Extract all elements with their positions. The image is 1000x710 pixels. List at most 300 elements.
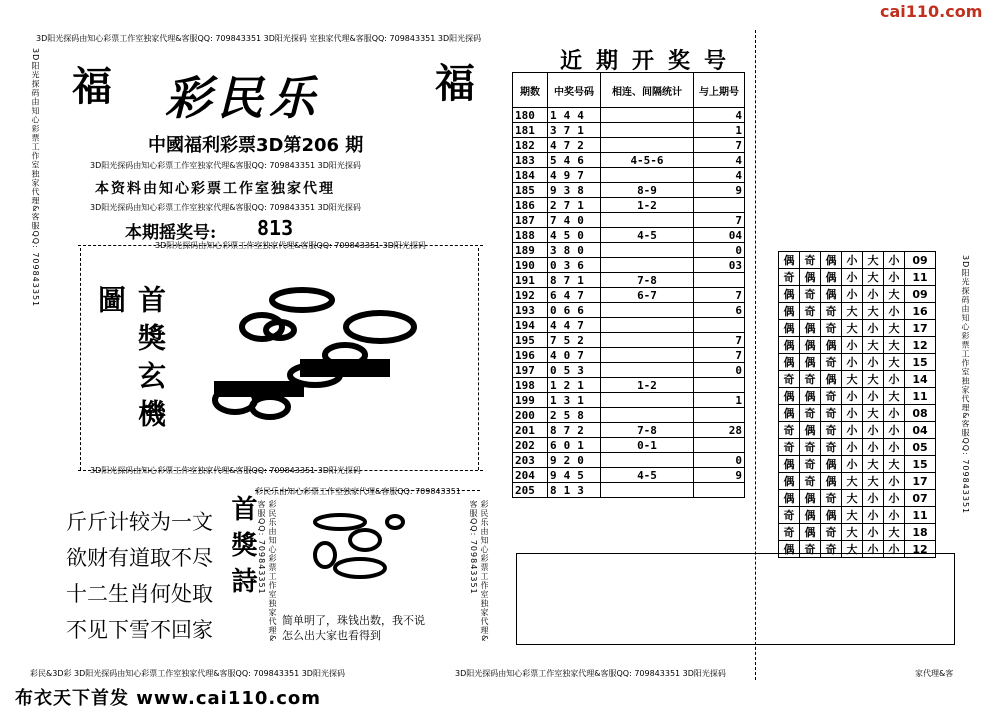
poem-image <box>300 510 420 590</box>
number-cell <box>548 438 601 453</box>
attribute-cell: 偶 <box>821 371 842 388</box>
attribute-cell: 小 <box>842 456 863 473</box>
notes-box <box>516 553 955 645</box>
table-row <box>513 198 745 213</box>
attribute-cell: 奇 <box>779 269 800 286</box>
sum-cell: 16 <box>905 303 936 320</box>
digit: 2 <box>577 423 587 437</box>
diff-cell: 0 <box>694 363 745 378</box>
period-cell: 180 <box>513 108 548 123</box>
attribute-cell: 奇 <box>800 371 821 388</box>
period-cell: 202 <box>513 438 548 453</box>
table-row <box>513 438 745 453</box>
period-cell: 181 <box>513 123 548 138</box>
attribute-cell: 大 <box>884 337 905 354</box>
attribute-cell: 奇 <box>821 490 842 507</box>
attribute-cell: 偶 <box>800 422 821 439</box>
attribute-cell: 小 <box>863 490 884 507</box>
attribute-cell: 大 <box>842 473 863 490</box>
number-cell <box>548 108 601 123</box>
attribute-cell: 奇 <box>800 439 821 456</box>
period-cell: 196 <box>513 348 548 363</box>
attribute-cell: 大 <box>884 524 905 541</box>
attribute-cell: 大 <box>863 337 884 354</box>
digit: 0 <box>577 213 587 227</box>
digit: 4 <box>550 228 560 242</box>
number-cell <box>548 138 601 153</box>
attribute-cell: 小 <box>863 320 884 337</box>
number-cell <box>548 423 601 438</box>
number-cell <box>548 393 601 408</box>
attribute-cell: 偶 <box>779 286 800 303</box>
period-cell: 186 <box>513 198 548 213</box>
stat-cell: 7-8 <box>601 423 694 438</box>
digit: 4 <box>550 138 560 152</box>
digit: 2 <box>550 198 560 212</box>
agent-line: 本资料由知心彩票工作室独家代理 <box>95 181 335 197</box>
header-ad-2: 3D阳光探码由知心彩票工作室独家代理&客服QQ: 709843351 3D阳光探码 <box>90 203 361 212</box>
digit: 0 <box>563 438 574 452</box>
stat-cell <box>601 303 694 318</box>
table-row <box>513 183 745 198</box>
attribute-cell: 小 <box>842 405 863 422</box>
number-cell <box>548 243 601 258</box>
table-row <box>513 363 745 378</box>
attribute-cell: 大 <box>884 286 905 303</box>
digit: 4 <box>550 318 560 332</box>
attribute-cell: 奇 <box>800 456 821 473</box>
digit: 8 <box>550 423 560 437</box>
stat-cell: 1-2 <box>601 378 694 393</box>
attribute-cell: 大 <box>884 456 905 473</box>
attribute-cell: 小 <box>884 473 905 490</box>
note-line: 简单明了，珠钱出数，我不说 <box>282 614 425 627</box>
diff-cell: 1 <box>694 393 745 408</box>
number-cell <box>548 228 601 243</box>
digit: 6 <box>550 438 560 452</box>
digit: 7 <box>563 273 574 287</box>
number-cell <box>548 378 601 393</box>
attribute-cell: 偶 <box>779 388 800 405</box>
digit: 4 <box>563 108 574 122</box>
attribute-cell: 小 <box>884 269 905 286</box>
table-row <box>513 138 745 153</box>
diff-cell: 6 <box>694 303 745 318</box>
poem-note <box>282 613 425 643</box>
attribute-cell: 奇 <box>821 303 842 320</box>
table-row <box>513 423 745 438</box>
attribute-cell: 奇 <box>821 541 842 558</box>
attribute-cell: 小 <box>842 269 863 286</box>
number-cell <box>548 183 601 198</box>
table-row <box>513 153 745 168</box>
attribute-cell: 大 <box>863 303 884 320</box>
attribute-cell: 偶 <box>821 286 842 303</box>
attribute-cell: 小 <box>863 524 884 541</box>
digit: 7 <box>563 138 574 152</box>
sum-cell: 15 <box>905 456 936 473</box>
attribute-cell: 奇 <box>779 507 800 524</box>
attribute-cell: 偶 <box>821 473 842 490</box>
digit: 5 <box>563 408 574 422</box>
digit: 2 <box>550 408 560 422</box>
fu-left: 福 <box>72 63 112 110</box>
digit: 3 <box>577 363 587 377</box>
attribute-row <box>779 337 936 354</box>
diff-cell: 04 <box>694 228 745 243</box>
attribute-cell: 大 <box>842 303 863 320</box>
period-cell: 188 <box>513 228 548 243</box>
period-cell: 191 <box>513 273 548 288</box>
attribute-cell: 偶 <box>821 337 842 354</box>
digit: 7 <box>563 198 574 212</box>
attribute-cell: 奇 <box>800 303 821 320</box>
attribute-cell: 小 <box>884 252 905 269</box>
bottom-ad-3: 家代理&客 <box>915 669 954 678</box>
number-cell <box>548 408 601 423</box>
attribute-cell: 小 <box>884 439 905 456</box>
attribute-cell: 小 <box>842 354 863 371</box>
period-cell: 187 <box>513 213 548 228</box>
attribute-cell: 大 <box>863 405 884 422</box>
sum-cell: 08 <box>905 405 936 422</box>
stat-cell: 4-5 <box>601 468 694 483</box>
draw-number: 813 <box>257 216 294 240</box>
digit: 1 <box>550 378 560 392</box>
attribute-cell: 奇 <box>800 252 821 269</box>
sum-cell: 11 <box>905 269 936 286</box>
table-row <box>513 468 745 483</box>
table-row <box>513 228 745 243</box>
attribute-cell: 奇 <box>821 320 842 337</box>
sum-cell: 17 <box>905 473 936 490</box>
diff-cell: 4 <box>694 153 745 168</box>
table-row <box>513 273 745 288</box>
attribute-cell: 偶 <box>800 507 821 524</box>
brand-title: 彩民乐 <box>165 71 321 125</box>
attribute-cell: 小 <box>884 541 905 558</box>
attribute-row <box>779 354 936 371</box>
footer-text[interactable]: 布衣天下首发 www.cai110.com <box>15 688 322 709</box>
table-row <box>513 333 745 348</box>
stat-cell <box>601 258 694 273</box>
period-cell: 193 <box>513 303 548 318</box>
attribute-cell: 小 <box>842 286 863 303</box>
table-row <box>513 348 745 363</box>
puzzle-left-border <box>80 248 81 470</box>
attribute-cell: 奇 <box>800 405 821 422</box>
diff-cell: 1 <box>694 123 745 138</box>
col-header-stat: 相连、间隔统计 <box>601 73 694 108</box>
digit: 7 <box>577 318 587 332</box>
table-title: 近期开奖号 <box>560 48 741 74</box>
number-cell <box>548 213 601 228</box>
sum-cell: 11 <box>905 507 936 524</box>
attribute-row <box>779 456 936 473</box>
attribute-cell: 小 <box>863 354 884 371</box>
attribute-cell: 奇 <box>779 371 800 388</box>
digit: 8 <box>550 483 560 497</box>
digit: 5 <box>563 333 574 347</box>
period-cell: 190 <box>513 258 548 273</box>
puzzle-title: 首獎玄機圖 <box>94 285 167 437</box>
attribute-cell: 偶 <box>821 456 842 473</box>
attribute-cell: 偶 <box>779 320 800 337</box>
digit: 8 <box>577 408 587 422</box>
digit: 0 <box>550 258 560 272</box>
sum-cell: 05 <box>905 439 936 456</box>
table-row <box>513 318 745 333</box>
attribute-cell: 奇 <box>821 354 842 371</box>
stat-cell <box>601 108 694 123</box>
table-row <box>513 378 745 393</box>
attribute-cell: 大 <box>842 490 863 507</box>
diff-cell <box>694 378 745 393</box>
attribute-cell: 偶 <box>779 490 800 507</box>
digit: 7 <box>577 288 587 302</box>
table-row <box>513 288 745 303</box>
poembox-left-ad: 彩民乐由知心彩票工作室独家代理&客服QQ: 709843351 <box>257 500 277 643</box>
header-ad-1: 3D阳光探码由知心彩票工作室独家代理&客服QQ: 709843351 3D阳光探码 <box>90 161 361 170</box>
diff-cell <box>694 273 745 288</box>
digit: 7 <box>563 123 574 137</box>
digit: 4 <box>550 348 560 362</box>
attribute-cell: 偶 <box>821 507 842 524</box>
attribute-cell: 小 <box>842 439 863 456</box>
attribute-cell: 奇 <box>779 524 800 541</box>
digit: 3 <box>563 258 574 272</box>
attribute-cell: 偶 <box>800 269 821 286</box>
diff-cell: 7 <box>694 348 745 363</box>
diff-cell: 7 <box>694 333 745 348</box>
attribute-cell: 小 <box>884 405 905 422</box>
attribute-row <box>779 286 936 303</box>
attribute-cell: 偶 <box>800 337 821 354</box>
puzzle-image <box>200 275 430 435</box>
digit: 4 <box>550 168 560 182</box>
stat-cell: 1-2 <box>601 198 694 213</box>
digit: 8 <box>563 243 574 257</box>
diff-cell: 28 <box>694 423 745 438</box>
number-cell <box>548 273 601 288</box>
number-cell <box>548 153 601 168</box>
period-cell: 194 <box>513 318 548 333</box>
top-ad-strip: 3D阳光探码由知心彩票工作室独家代理&客服QQ: 709843351 3D阳光探码 室独家代理&客服QQ: 709843351 3D阳光探码 <box>36 34 482 43</box>
attribute-cell: 大 <box>842 507 863 524</box>
diff-cell: 7 <box>694 213 745 228</box>
attribute-cell: 奇 <box>821 388 842 405</box>
diff-cell: 4 <box>694 108 745 123</box>
diff-cell <box>694 438 745 453</box>
right-vertical-ad: 3D阳光探码由知心彩票工作室独家代理&客服QQ: 709843351 <box>961 255 970 515</box>
diff-cell <box>694 198 745 213</box>
table-row <box>513 168 745 183</box>
col-header-period: 期数 <box>513 73 548 108</box>
digit: 0 <box>550 303 560 317</box>
period-cell: 182 <box>513 138 548 153</box>
attribute-cell: 小 <box>863 541 884 558</box>
diff-cell: 7 <box>694 288 745 303</box>
digit: 2 <box>577 138 587 152</box>
stat-cell: 8-9 <box>601 183 694 198</box>
digit: 5 <box>563 363 574 377</box>
attribute-cell: 偶 <box>800 354 821 371</box>
period-cell: 184 <box>513 168 548 183</box>
sum-cell: 18 <box>905 524 936 541</box>
attribute-cell: 奇 <box>779 439 800 456</box>
period-cell: 183 <box>513 153 548 168</box>
col-header-number: 中奖号码 <box>548 73 601 108</box>
digit: 4 <box>563 213 574 227</box>
digit: 3 <box>563 393 574 407</box>
digit: 5 <box>550 153 560 167</box>
bottom-ad-2: 3D阳光探码由知心彩票工作室独家代理&客服QQ: 709843351 3D阳光探码 <box>455 669 726 678</box>
poem-title: 首獎詩 <box>227 495 257 603</box>
stat-cell: 6-7 <box>601 288 694 303</box>
attribute-cell: 小 <box>863 286 884 303</box>
diff-cell: 9 <box>694 183 745 198</box>
number-cell <box>548 123 601 138</box>
attribute-cell: 大 <box>884 320 905 337</box>
stat-cell <box>601 333 694 348</box>
stat-cell <box>601 483 694 498</box>
diff-cell <box>694 318 745 333</box>
attribute-cell: 大 <box>884 388 905 405</box>
attribute-cell: 小 <box>842 422 863 439</box>
digit: 8 <box>550 273 560 287</box>
digit: 1 <box>577 438 587 452</box>
digit: 2 <box>563 453 574 467</box>
digit: 3 <box>577 483 587 497</box>
period-cell: 197 <box>513 363 548 378</box>
table-row <box>513 213 745 228</box>
attribute-cell: 偶 <box>779 303 800 320</box>
attribute-cell: 奇 <box>821 439 842 456</box>
number-cell <box>548 198 601 213</box>
digit: 4 <box>577 108 587 122</box>
poem-text <box>66 504 213 648</box>
digit: 8 <box>577 183 587 197</box>
attribute-cell: 偶 <box>779 405 800 422</box>
attribute-cell: 小 <box>884 303 905 320</box>
stat-cell <box>601 213 694 228</box>
sum-cell: 14 <box>905 371 936 388</box>
digit: 1 <box>563 483 574 497</box>
digit: 6 <box>577 153 587 167</box>
sum-cell: 04 <box>905 422 936 439</box>
stat-cell <box>601 168 694 183</box>
diff-cell <box>694 408 745 423</box>
digit: 5 <box>577 468 587 482</box>
poembox-right-ad: 彩民乐由知心彩票工作室独家代理&客服QQ: 709843351 <box>469 500 489 643</box>
stat-cell: 4-5-6 <box>601 153 694 168</box>
attribute-cell: 偶 <box>800 388 821 405</box>
attribute-cell: 大 <box>884 354 905 371</box>
attribute-cell: 偶 <box>779 252 800 269</box>
diff-cell: 4 <box>694 168 745 183</box>
table-row <box>513 393 745 408</box>
stat-cell: 0-1 <box>601 438 694 453</box>
period-cell: 195 <box>513 333 548 348</box>
table-row <box>513 258 745 273</box>
poem-line: 不见下雪不回家 <box>66 618 213 642</box>
table-row <box>513 408 745 423</box>
attribute-cell: 小 <box>863 439 884 456</box>
attribute-cell: 奇 <box>821 422 842 439</box>
digit: 0 <box>577 453 587 467</box>
attribute-row <box>779 490 936 507</box>
issue-title: 中國福利彩票3D第206 期 <box>148 135 364 156</box>
period-cell: 201 <box>513 423 548 438</box>
digit: 1 <box>577 273 587 287</box>
number-cell <box>548 333 601 348</box>
number-cell <box>548 453 601 468</box>
digit: 3 <box>563 183 574 197</box>
attribute-row <box>779 303 936 320</box>
attribute-cell: 大 <box>842 371 863 388</box>
digit: 4 <box>563 468 574 482</box>
attribute-cell: 小 <box>884 490 905 507</box>
period-cell: 200 <box>513 408 548 423</box>
period-cell: 203 <box>513 453 548 468</box>
digit: 6 <box>563 303 574 317</box>
poem-line: 十二生肖何处取 <box>66 582 213 606</box>
attribute-row <box>779 371 936 388</box>
period-cell: 205 <box>513 483 548 498</box>
diff-cell: 0 <box>694 453 745 468</box>
sum-cell: 15 <box>905 354 936 371</box>
number-cell <box>548 168 601 183</box>
digit: 0 <box>550 363 560 377</box>
attribute-row <box>779 269 936 286</box>
stat-cell <box>601 348 694 363</box>
attribute-cell: 偶 <box>779 354 800 371</box>
poem-line: 欲财有道取不尽 <box>66 546 213 570</box>
stat-cell <box>601 408 694 423</box>
attribute-row <box>779 524 936 541</box>
table-row <box>513 108 745 123</box>
attribute-cell: 奇 <box>821 405 842 422</box>
digit: 4 <box>563 153 574 167</box>
table-row <box>513 243 745 258</box>
digit: 7 <box>550 333 560 347</box>
number-cell <box>548 318 601 333</box>
draw-label: 本期摇奖号: <box>125 223 217 243</box>
attribute-cell: 偶 <box>821 252 842 269</box>
period-cell: 204 <box>513 468 548 483</box>
table-row <box>513 453 745 468</box>
attribute-row <box>779 388 936 405</box>
attribute-row <box>779 439 936 456</box>
digit: 3 <box>550 123 560 137</box>
attribute-cell: 奇 <box>800 473 821 490</box>
attribute-cell: 大 <box>863 252 884 269</box>
number-cell <box>548 483 601 498</box>
attribute-cell: 奇 <box>779 422 800 439</box>
attribute-row <box>779 252 936 269</box>
attribute-row <box>779 473 936 490</box>
attribute-cell: 大 <box>842 320 863 337</box>
site-url[interactable]: cai110.com <box>880 2 983 21</box>
attribute-cell: 小 <box>842 252 863 269</box>
puzzle-ad-bottom: 3D阳光探码由知心彩票工作室独家代理&客服QQ: 709843351 3D阳光探码 <box>90 466 361 475</box>
attribute-cell: 奇 <box>800 286 821 303</box>
digit: 7 <box>563 423 574 437</box>
stat-cell <box>601 363 694 378</box>
diff-cell <box>694 483 745 498</box>
digit: 3 <box>550 243 560 257</box>
attribute-cell: 小 <box>842 337 863 354</box>
